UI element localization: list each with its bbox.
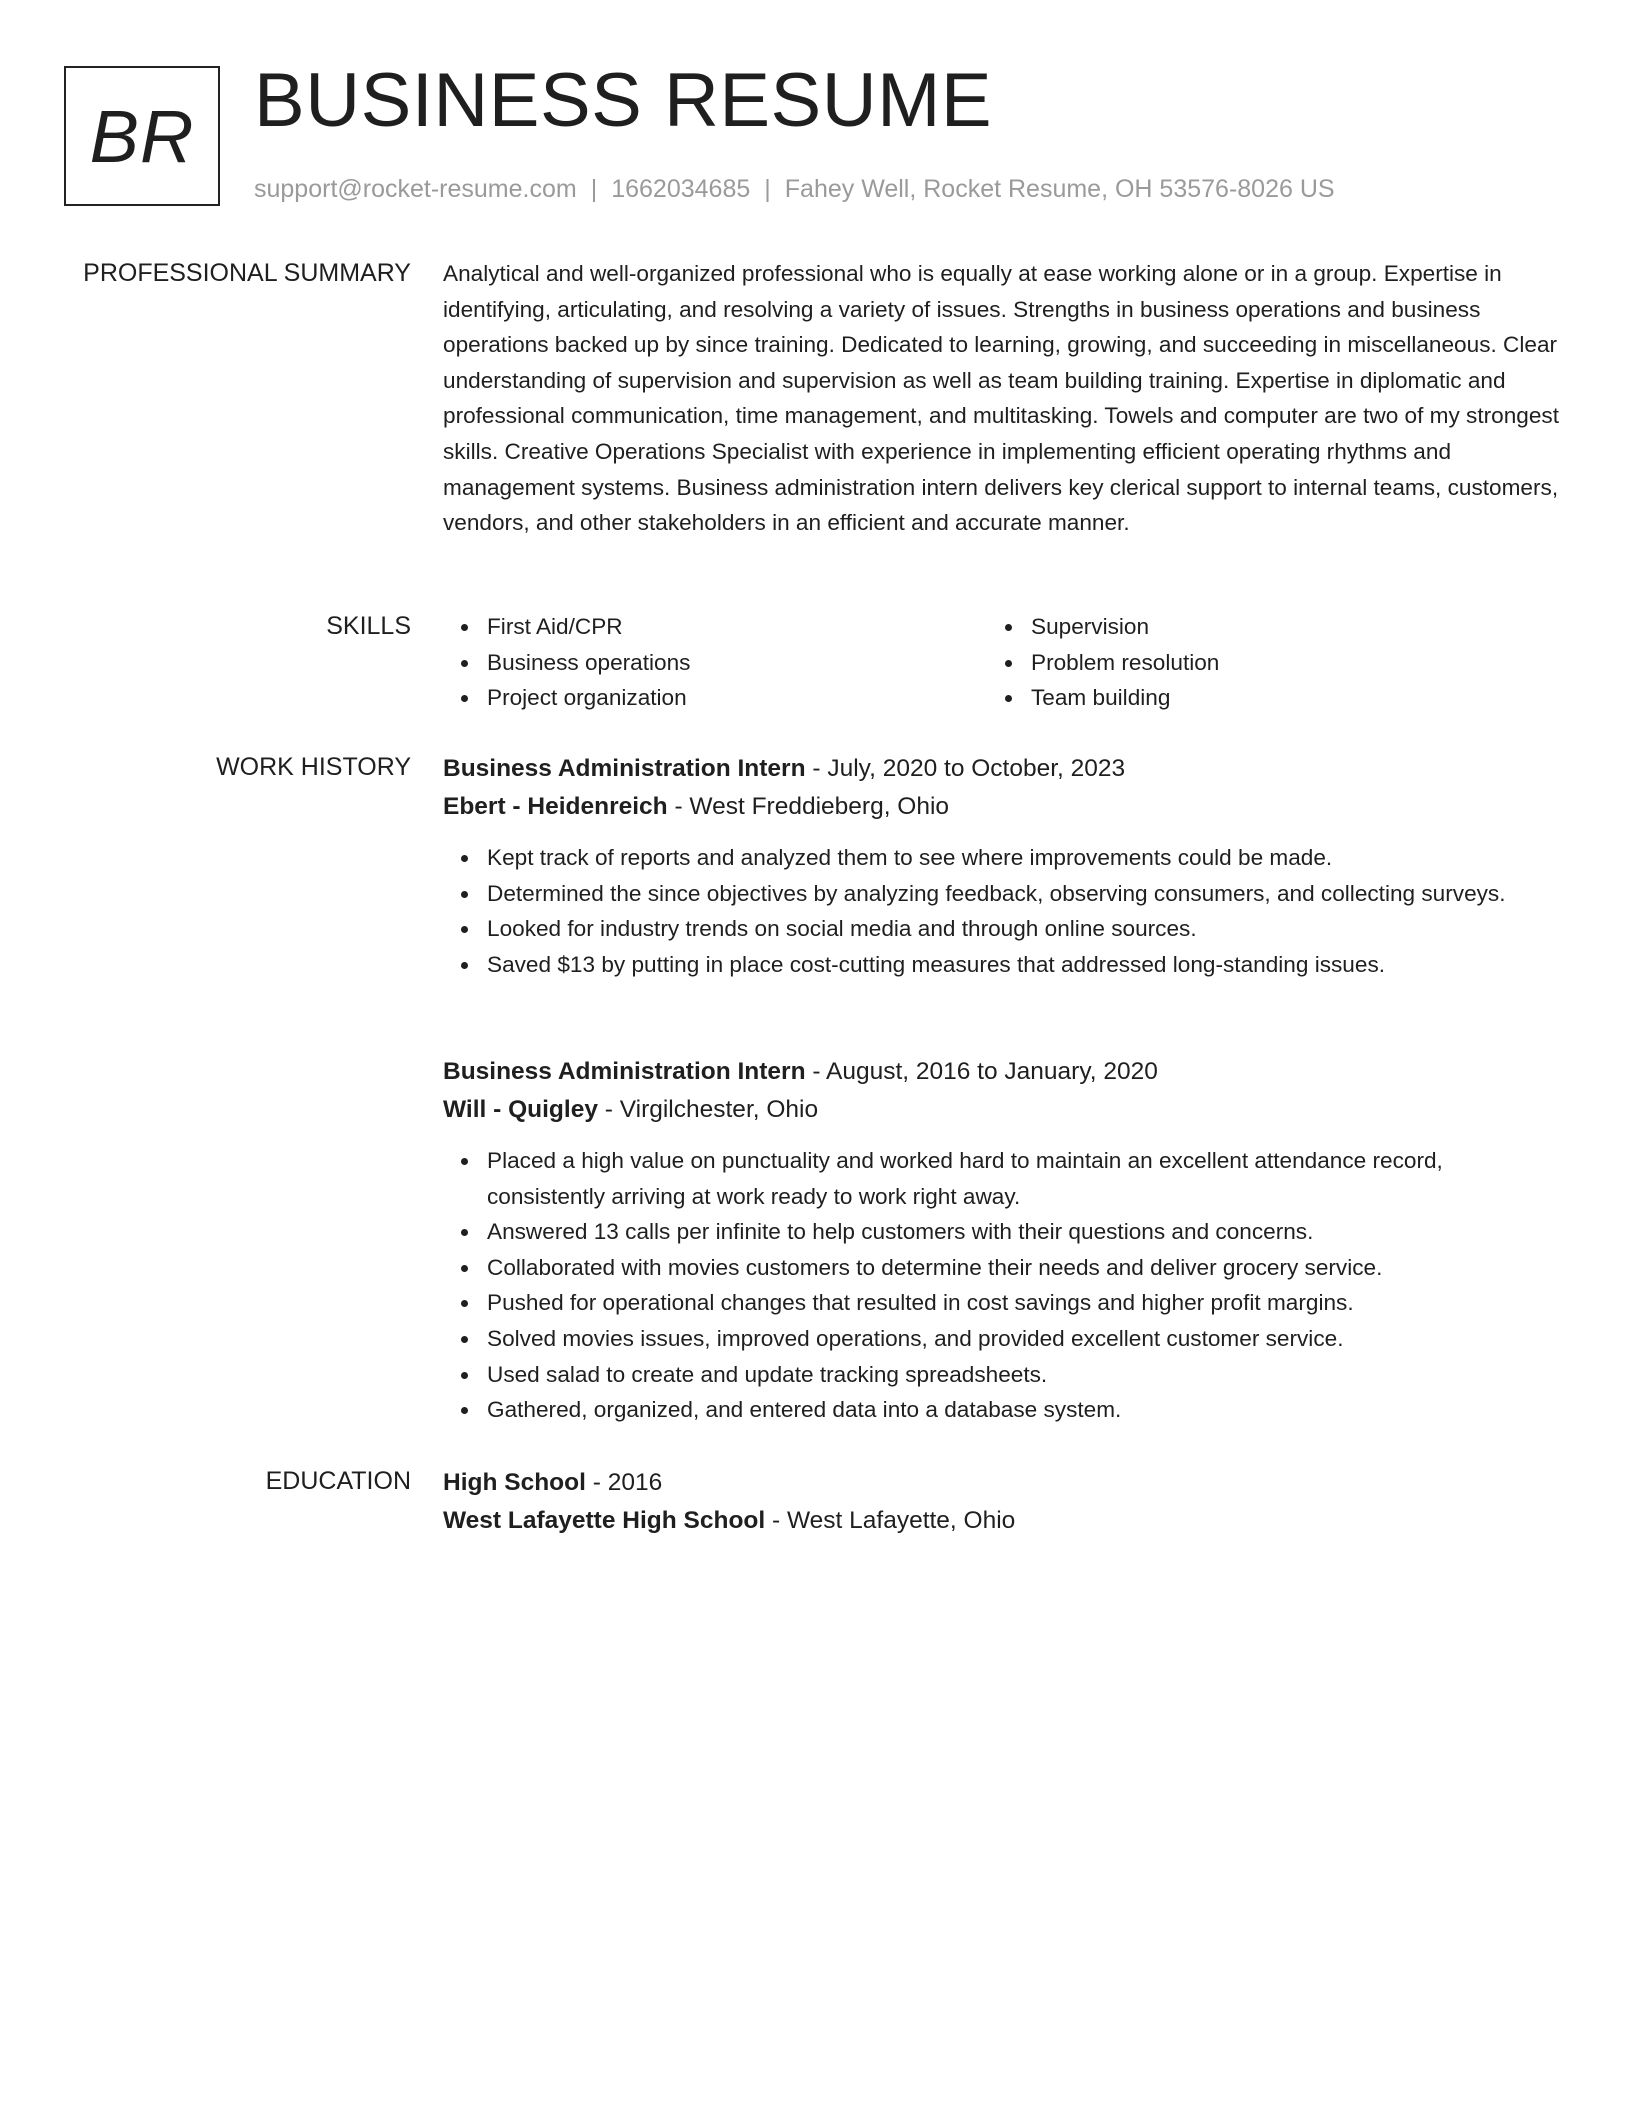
job-dates: - July, 2020 to October, 2023 [805, 755, 1126, 782]
education-degree-line [443, 1464, 1563, 1502]
education-location: - West Lafayette, Ohio [765, 1507, 1016, 1534]
skill-item: Team building [1031, 680, 1531, 716]
job-bullet: Kept track of reports and analyzed them to see where improvements could be made. [487, 840, 1563, 876]
job-title-line [443, 1053, 1563, 1091]
job-bullet: Saved $13 by putting in place cost-cutting measures that addressed long-standing issues. [487, 947, 1563, 983]
job-bullet: Placed a high value on punctuality and worked hard to maintain an excellent attendance record, consistently arriving at work ready to work right away. [487, 1143, 1563, 1214]
skill-item: Problem resolution [1031, 645, 1531, 681]
contact-email: support@rocket-resume.com [254, 175, 577, 203]
contact-separator: | [764, 175, 771, 203]
summary-text: Analytical and well-organized professional who is equally at ease working alone or in a group. Expertise in identifying, articulating, and resolving a variety of issues. Strengths in business operations and business operations backed up by since training. Dedicated to learning, growing, and succeeding in miscellaneous. Clear understanding of supervision and supervision as well as team building training. Expertise in diplomatic and professional communication, time management, and multitasking. Towels and computer are two of my strongest skills. Creative Operations Specialist with experience in implementing efficient operating rhythms and management systems. Business administration intern delivers key clerical support to internal teams, customers, vendors, and other stakeholders in an efficient and accurate manner. [443, 261, 1559, 536]
contact-address: Fahey Well, Rocket Resume, OH 53576-8026 US [784, 175, 1335, 203]
job-location: - West Freddieberg, Ohio [667, 793, 950, 820]
skill-item: First Aid/CPR [487, 609, 987, 645]
skill-item: Project organization [487, 680, 987, 716]
education-school: West Lafayette High School [443, 1507, 766, 1534]
skills-grid [443, 609, 1563, 716]
skill-item: Business operations [487, 645, 987, 681]
skills-list-right [987, 609, 1531, 716]
monogram-box: BR [64, 66, 220, 206]
job-bullet: Used salad to create and update tracking spreadsheets. [487, 1357, 1563, 1393]
job-bullet: Collaborated with movies customers to determine their needs and deliver grocery service. [487, 1250, 1563, 1286]
resume-name: BUSINESS RESUME [254, 58, 993, 143]
contact-separator: | [590, 175, 598, 203]
section-label-work-history: WORK HISTORY [216, 753, 411, 781]
job-title: Business Administration Intern [443, 1058, 806, 1085]
job-bullet: Pushed for operational changes that resulted in cost savings and higher profit margins. [487, 1285, 1563, 1321]
education-school-line [443, 1502, 1563, 1540]
job-bullet: Gathered, organized, and entered data into a database system. [487, 1392, 1563, 1428]
job-bullet: Looked for industry trends on social media and through online sources. [487, 911, 1563, 947]
job-bullet: Answered 13 calls per infinite to help customers with their questions and concerns. [487, 1214, 1563, 1250]
summary-body [443, 256, 1563, 541]
skills-list-left [443, 609, 987, 716]
job-location: - Virgilchester, Ohio [597, 1096, 819, 1123]
section-label-skills: SKILLS [326, 612, 411, 640]
job-entry [443, 1053, 1563, 1428]
job-bullets [443, 840, 1563, 982]
education-degree: High School [443, 1469, 586, 1496]
education-year: - 2016 [585, 1469, 663, 1496]
job-bullets [443, 1143, 1563, 1428]
education-body [443, 1464, 1563, 1540]
job-company: Ebert - Heidenreich [443, 793, 668, 820]
section-label-summary: PROFESSIONAL SUMMARY [83, 259, 411, 287]
job-company-line [443, 788, 1563, 826]
job-dates: - August, 2016 to January, 2020 [805, 1058, 1158, 1085]
job-entry [443, 750, 1563, 982]
contact-phone: 1662034685 [611, 175, 751, 203]
skill-item: Supervision [1031, 609, 1531, 645]
job-company-line [443, 1091, 1563, 1129]
job-title: Business Administration Intern [443, 755, 806, 782]
job-company: Will - Quigley [443, 1096, 598, 1123]
contact-line [254, 172, 1335, 206]
job-bullet: Determined the since objectives by analyzing feedback, observing consumers, and collecting surveys. [487, 876, 1563, 912]
job-title-line [443, 750, 1563, 788]
section-label-education: EDUCATION [265, 1467, 411, 1495]
job-bullet: Solved movies issues, improved operations, and provided excellent customer service. [487, 1321, 1563, 1357]
